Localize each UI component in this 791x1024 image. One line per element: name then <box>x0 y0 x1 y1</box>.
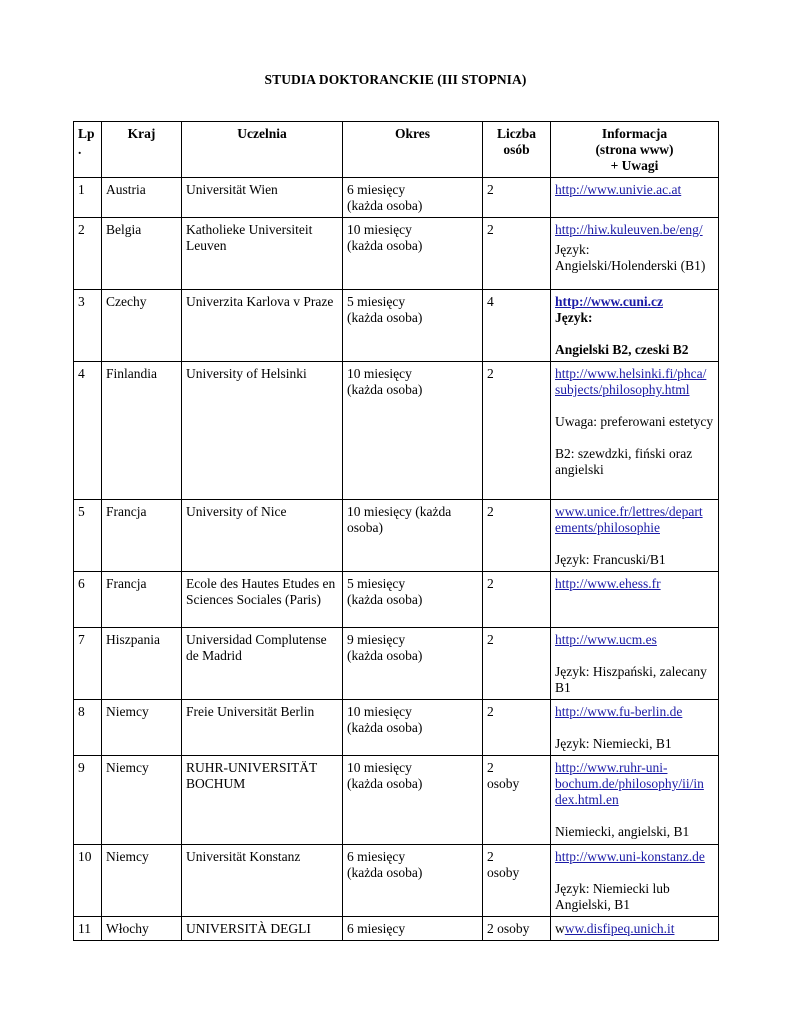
table-row <box>74 362 719 500</box>
note-line1: Język: <box>555 242 590 257</box>
row-lp: 7 <box>74 628 102 700</box>
row-info <box>551 917 719 941</box>
row-okres <box>343 628 483 700</box>
row-lp: 9 <box>74 756 102 845</box>
row-lp: 8 <box>74 700 102 756</box>
row-uczelnia: University of Nice <box>182 500 343 572</box>
row-uczelnia: Katholieke Universiteit Leuven <box>182 218 343 290</box>
okres-line1: 10 miesięcy <box>347 704 412 719</box>
row-info <box>551 756 719 845</box>
note-line2: Angielski B2, czeski B2 <box>555 342 689 357</box>
page-title: STUDIA DOKTORANCKIE (III STOPNIA) <box>264 72 527 87</box>
row-lp: 3 <box>74 290 102 362</box>
row-lp: 4 <box>74 362 102 500</box>
liczba-line1: 2 <box>487 760 494 775</box>
row-uczelnia: University of Helsinki <box>182 362 343 500</box>
row-kraj: Niemcy <box>102 756 182 845</box>
row-okres <box>343 756 483 845</box>
okres-line2: (każda osoba) <box>347 382 423 397</box>
liczba-line2: osoby <box>487 776 520 791</box>
okres-line1: 6 miesięcy <box>347 849 406 864</box>
header-okres: Okres <box>343 122 483 178</box>
note-line: Język: Francuski/B1 <box>555 552 666 567</box>
note-line1: Język: <box>555 310 593 325</box>
table-row <box>74 178 719 218</box>
row-okres <box>343 218 483 290</box>
okres-line1: 5 miesięcy <box>347 294 406 309</box>
okres-line2: (każda osoba) <box>347 238 423 253</box>
row-liczba: 4 <box>483 290 551 362</box>
row-kraj: Niemcy <box>102 845 182 917</box>
header-info-line3: + Uwagi <box>610 158 659 173</box>
header-liczba-line2: osób <box>503 142 530 157</box>
okres-line1: 10 miesięcy <box>347 222 412 237</box>
table-row <box>74 700 719 756</box>
row-kraj: Francja <box>102 500 182 572</box>
row-liczba <box>483 845 551 917</box>
website-link-line2[interactable]: ements/philosophie <box>555 520 660 535</box>
row-lp: 10 <box>74 845 102 917</box>
header-liczba <box>483 122 551 178</box>
row-liczba: 2 <box>483 362 551 500</box>
table-row <box>74 290 719 362</box>
website-link[interactable]: http://www.univie.ac.at <box>555 182 682 197</box>
website-link[interactable]: ww.disfipeq.unich.it <box>564 921 675 936</box>
row-lp: 5 <box>74 500 102 572</box>
header-informacja <box>551 122 719 178</box>
okres-line2: (każda osoba) <box>347 865 423 880</box>
row-okres <box>343 572 483 628</box>
row-okres <box>343 290 483 362</box>
table-row <box>74 628 719 700</box>
row-liczba: 2 <box>483 178 551 218</box>
row-okres <box>343 845 483 917</box>
okres-line1: 6 miesięcy <box>347 182 406 197</box>
table-row <box>74 756 719 845</box>
note-line1: Uwaga: preferowani estetycy <box>555 414 714 429</box>
row-kraj: Niemcy <box>102 700 182 756</box>
row-kraj: Austria <box>102 178 182 218</box>
row-liczba <box>483 756 551 845</box>
row-kraj: Włochy <box>102 917 182 941</box>
row-liczba: 2 <box>483 218 551 290</box>
row-okres: 10 miesięcy (każda osoba) <box>343 500 483 572</box>
website-link[interactable]: http://www.cuni.cz <box>555 294 663 309</box>
row-uczelnia: Ecole des Hautes Etudes en Sciences Sociales (Paris) <box>182 572 343 628</box>
row-info <box>551 572 719 628</box>
row-info <box>551 845 719 917</box>
row-info <box>551 500 719 572</box>
row-liczba: 2 <box>483 500 551 572</box>
website-link[interactable]: http://www.ehess.fr <box>555 576 661 591</box>
row-info <box>551 362 719 500</box>
row-uczelnia: Freie Universität Berlin <box>182 700 343 756</box>
header-info-line2: (strona www) <box>595 142 674 157</box>
row-uczelnia: Universität Wien <box>182 178 343 218</box>
okres-line1: 9 miesięcy <box>347 632 406 647</box>
row-liczba: 2 <box>483 572 551 628</box>
note-line: Język: Niemiecki lub Angielski, B1 <box>555 881 670 912</box>
note-line: Niemiecki, angielski, B1 <box>555 824 690 839</box>
row-info <box>551 628 719 700</box>
row-lp: 1 <box>74 178 102 218</box>
table-row <box>74 500 719 572</box>
row-info <box>551 178 719 218</box>
website-link-line1[interactable]: http://www.helsinki.fi/phca/ <box>555 366 707 381</box>
okres-line2: (każda osoba) <box>347 592 423 607</box>
row-kraj: Hiszpania <box>102 628 182 700</box>
header-uczelnia: Uczelnia <box>182 122 343 178</box>
header-kraj: Kraj <box>102 122 182 178</box>
header-liczba-line1: Liczba <box>497 126 536 141</box>
row-okres <box>343 178 483 218</box>
row-kraj: Finlandia <box>102 362 182 500</box>
row-liczba: 2 <box>483 628 551 700</box>
header-lp: Lp. <box>74 122 102 178</box>
okres-line1: 10 miesięcy <box>347 366 412 381</box>
row-lp: 6 <box>74 572 102 628</box>
website-link[interactable]: http://www.fu-berlin.de <box>555 704 683 719</box>
liczba-line2: osoby <box>487 865 520 880</box>
row-liczba: 2 osoby <box>483 917 551 941</box>
website-link[interactable]: http://hiw.kuleuven.be/eng/ <box>555 222 703 237</box>
header-row <box>74 122 719 178</box>
row-liczba: 2 <box>483 700 551 756</box>
link-prefix: w <box>555 921 565 936</box>
note-line: Język: Hiszpański, zalecany B1 <box>555 664 707 695</box>
row-kraj: Czechy <box>102 290 182 362</box>
row-uczelnia: RUHR-UNIVERSITÄT BOCHUM <box>182 756 343 845</box>
website-link[interactable]: http://www.ucm.es <box>555 632 657 647</box>
table-row <box>74 845 719 917</box>
table-row <box>74 218 719 290</box>
row-lp: 11 <box>74 917 102 941</box>
website-link-line2[interactable]: subjects/philosophy.html <box>555 382 690 397</box>
website-link[interactable]: http://www.uni-konstanz.de <box>555 849 705 864</box>
row-okres <box>343 362 483 500</box>
okres-line1: 5 miesięcy <box>347 576 406 591</box>
row-lp: 2 <box>74 218 102 290</box>
row-info <box>551 700 719 756</box>
header-info-line1: Informacja <box>601 126 668 141</box>
okres-line2: (każda osoba) <box>347 198 423 213</box>
table-row <box>74 572 719 628</box>
okres-line2: (każda osoba) <box>347 648 423 663</box>
note-line: Język: Niemiecki, B1 <box>555 736 672 751</box>
note-line2: B2: szewdzki, fiński oraz angielski <box>555 446 693 477</box>
okres-line2: (każda osoba) <box>347 776 423 791</box>
row-info <box>551 218 719 290</box>
row-kraj: Belgia <box>102 218 182 290</box>
website-link-line1[interactable]: http://www.ruhr-uni- <box>555 760 668 775</box>
okres-line2: (każda osoba) <box>347 720 423 735</box>
row-uczelnia: Universidad Complutense de Madrid <box>182 628 343 700</box>
row-uczelnia: Universität Konstanz <box>182 845 343 917</box>
liczba-line1: 2 <box>487 849 494 864</box>
row-kraj: Francja <box>102 572 182 628</box>
row-okres <box>343 700 483 756</box>
table-row <box>74 917 719 941</box>
website-link-line2[interactable]: bochum.de/philosophy/ii/in <box>555 776 704 791</box>
website-link-line1[interactable]: www.unice.fr/lettres/depart <box>555 504 703 519</box>
row-uczelnia: Univerzita Karlova v Praze <box>182 290 343 362</box>
okres-line1: 10 miesięcy <box>347 760 412 775</box>
row-uczelnia: UNIVERSITÀ DEGLI <box>182 917 343 941</box>
website-link-line3[interactable]: dex.html.en <box>555 792 619 807</box>
exchange-table <box>73 121 719 941</box>
note-line2: Angielski/Holenderski (B1) <box>555 258 706 273</box>
okres-line2: (każda osoba) <box>347 310 423 325</box>
row-okres: 6 miesięcy <box>343 917 483 941</box>
row-info <box>551 290 719 362</box>
